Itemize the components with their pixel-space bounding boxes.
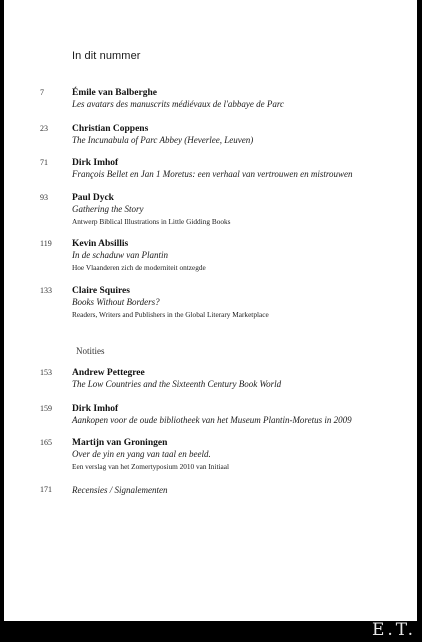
- page-number: 23: [40, 124, 48, 133]
- entry-author: Claire Squires: [72, 286, 130, 296]
- entry-author: Dirk Imhof: [72, 158, 119, 168]
- page-heading: In dit nummer: [72, 50, 141, 62]
- entry-author: Dirk Imhof: [72, 404, 119, 414]
- entry-title: Aankopen voor de oude bibliotheek van het Museum Plantin-Moretus in 2009: [72, 415, 352, 425]
- page-number: 71: [40, 158, 48, 167]
- entry-title: The Incunabula of Parc Abbey (Heverlee, Leuven): [72, 135, 254, 145]
- page-number: 159: [40, 404, 52, 413]
- entry-subtitle: Een verslag van het Zomertyposium 2010 van Initiaal: [72, 462, 230, 471]
- entry-author: Paul Dyck: [72, 193, 114, 203]
- entry-author: Émile van Balberghe: [72, 88, 157, 98]
- entry-title: The Low Countries and the Sixteenth Century Book World: [72, 379, 282, 389]
- entry-author: Andrew Pettegree: [72, 368, 145, 378]
- page-number: 119: [40, 239, 52, 248]
- entry-author: Martijn van Groningen: [72, 438, 168, 448]
- entry-title: In de schaduw van Plantin: [72, 250, 168, 260]
- entry-title: Over de yin en yang van taal en beeld.: [72, 449, 211, 459]
- entry-title: Les avatars des manuscrits médiévaux de l'abbaye de Parc: [72, 99, 285, 109]
- watermark: E.T.: [371, 620, 416, 640]
- page-number: 165: [40, 438, 52, 447]
- page-number: 171: [40, 485, 52, 494]
- entry-author: Kevin Absillis: [72, 239, 129, 249]
- entry-subtitle: Readers, Writers and Publishers in the Global Literary Marketplace: [72, 310, 269, 319]
- page-number: 7: [40, 88, 44, 97]
- entry-subtitle: Hoe Vlaanderen zich de moderniteit ontzegde: [72, 263, 206, 272]
- entry-title: Books Without Borders?: [72, 297, 160, 307]
- entry-title: Recensies / Signalementen: [72, 485, 168, 495]
- entry-author: Christian Coppens: [72, 124, 149, 134]
- page-number: 93: [40, 193, 48, 202]
- entry-title: Gathering the Story: [72, 204, 144, 214]
- document-page: [4, 0, 417, 621]
- entry-title: François Bellet en Jan 1 Moretus: een verhaal van vertrouwen en mistrouwen: [72, 169, 353, 179]
- page-number: 153: [40, 368, 52, 377]
- entry-subtitle: Antwerp Biblical Illustrations in Little Gidding Books: [72, 217, 231, 226]
- section-label-notities: Notities: [76, 346, 105, 356]
- page-number: 133: [40, 286, 52, 295]
